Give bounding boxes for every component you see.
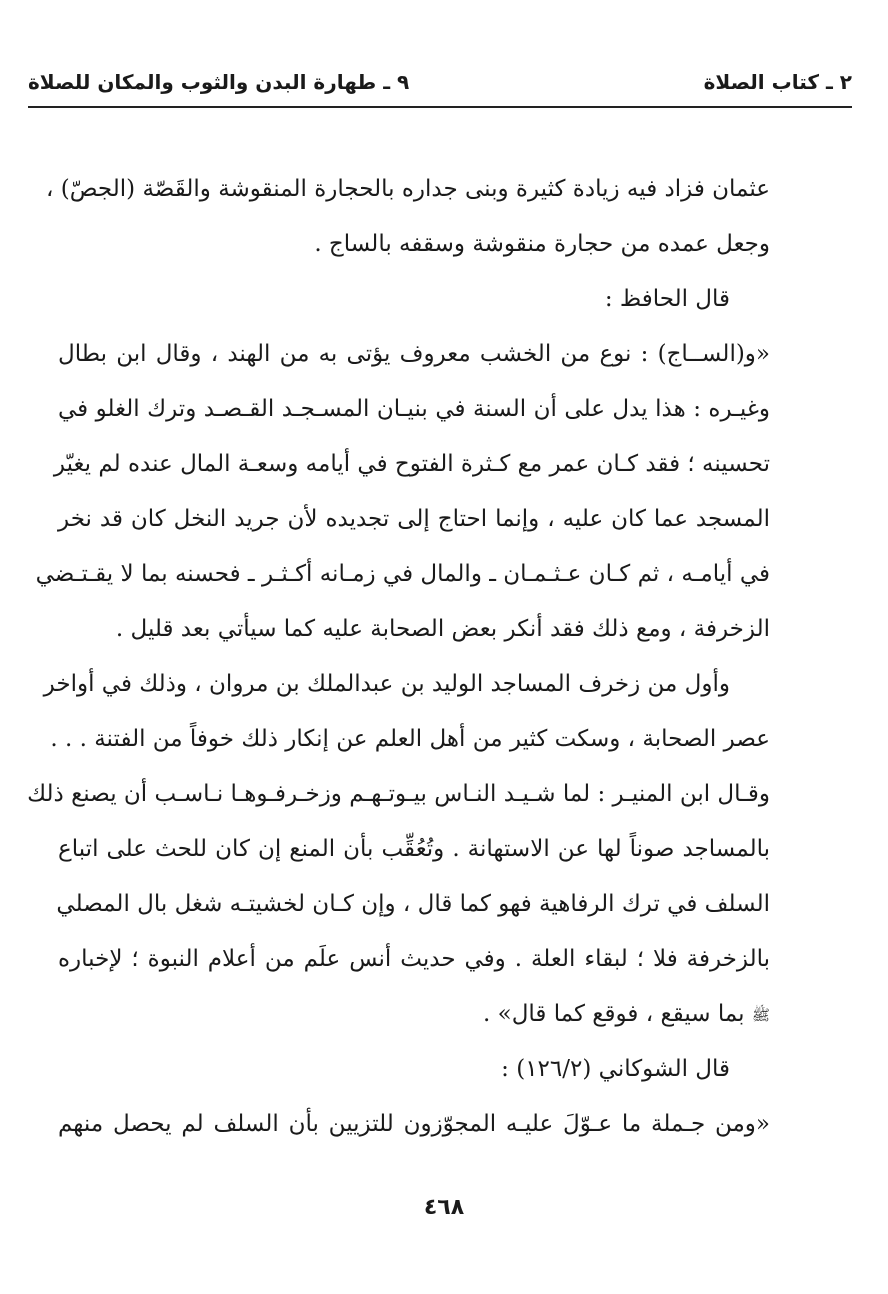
- text-line: وقـال ابن المنيـر : لما شـيـد النـاس بيـوتـهـم وزخـرفـوهـا نـاسـب أن يصنع ذلك: [27, 781, 770, 807]
- text-line: تحسينه ؛ فقد كـان عمر مع كـثرة الفتوح في أيامه وسعـة المال عنده لم يغيّر: [53, 451, 770, 477]
- text-line: في أيامـه ، ثم كـان عـثـمـان ـ والمال في زمـانه أكـثـر ـ فحسنه بما لا يقـتـضي: [35, 561, 770, 587]
- quote-attribution: قال الشوكاني (١٢٦/٢) :: [501, 1056, 730, 1082]
- header-divider: [28, 106, 852, 108]
- text-line: «ومن جـملة ما عـوّلَ عليـه المجوّزون للتزيين بأن السلف لم يحصل منهم: [58, 1111, 770, 1137]
- text-line: عصر الصحابة ، وسكت كثير من أهل العلم عن إنكار ذلك خوفاً من الفتنة . . .: [50, 726, 770, 752]
- text-line: وجعل عمده من حجارة منقوشة وسقفه بالساج .: [314, 231, 770, 257]
- text-line: بالزخرفة فلا ؛ لبقاء العلة . وفي حديث أنس علَم من أعلام النبوة ؛ لإخباره: [58, 946, 770, 972]
- text-line: المسجد عما كان عليه ، وإنما احتاج إلى تجديده لأن جريد النخل كان قد نخر: [58, 506, 770, 532]
- header-chapter: ٢ ـ كتاب الصلاة: [703, 70, 852, 94]
- text-line: [58, 987, 770, 1042]
- page-number: ٤٦٨: [423, 1195, 465, 1220]
- salla-glyph: ﷺ: [751, 1005, 770, 1024]
- text-line: السلف في ترك الرفاهية فهو كما قال ، وإن كـان لخشيتـه شغل بال المصلي: [56, 891, 770, 917]
- text-line: وغيـره : هذا يدل على أن السنة في بنيـان المسـجـد القـصـد وترك الغلو في: [58, 396, 770, 422]
- text-line: «و(الســاج) : نوع من الخشب معروف يؤتى به من الهند ، وقال ابن بطال: [58, 341, 770, 367]
- text-line: وأول من زخرف المساجد الوليد بن عبدالملك بن مروان ، وذلك في أواخر: [43, 671, 730, 697]
- header-section: ٩ ـ طهارة البدن والثوب والمكان للصلاة: [28, 70, 410, 94]
- running-header: [28, 62, 852, 102]
- text-line-content: بما سيقع ، فوقع كما قال» .: [483, 1001, 745, 1027]
- text-line: بالمساجد صوناً لها عن الاستهانة . وتُعُقِّب بأن المنع إن كان للحث على اتباع: [58, 836, 770, 862]
- text-line: الزخرفة ، ومع ذلك فقد أنكر بعض الصحابة عليه كما سيأتي بعد قليل .: [115, 616, 770, 642]
- quote-attribution: قال الحافظ :: [604, 286, 730, 312]
- page-body: [27, 162, 770, 1152]
- text-line: عثمان فزاد فيه زيادة كثيرة وبنى جداره بالحجارة المنقوشة والقَصّة (الجصّ) ،: [46, 176, 770, 202]
